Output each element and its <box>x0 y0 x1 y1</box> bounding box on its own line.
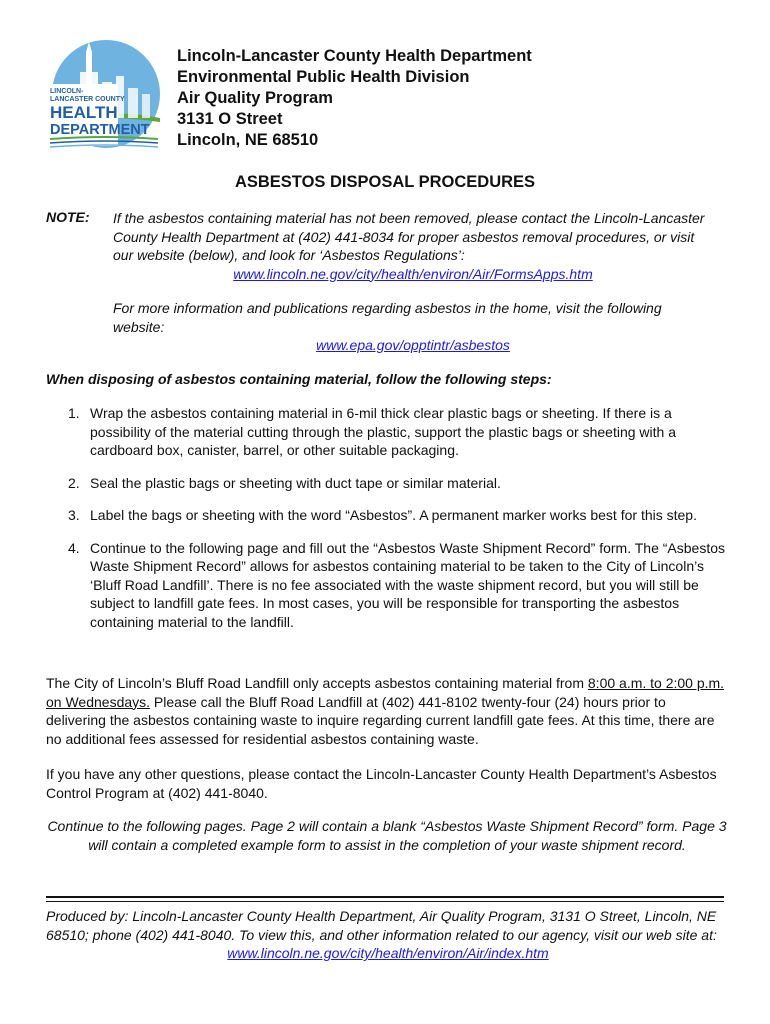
landfill-text-1: The City of Lincoln’s Bluff Road Landfill only accepts asbestos containing material from <box>46 675 588 691</box>
list-item <box>46 506 728 525</box>
footer-link[interactable]: www.lincoln.ne.gov/city/health/environ/Air/index.htm <box>227 945 549 961</box>
logo-text-line3: HEALTH <box>50 103 118 122</box>
step-text: Seal the plastic bags or sheeting with duct tape or similar material. <box>90 474 501 491</box>
landfill-paragraph <box>46 674 728 748</box>
epa-link[interactable]: www.epa.gov/opptintr/asbestos <box>316 337 510 353</box>
steps-heading: When disposing of asbestos containing material, follow the following steps: <box>46 371 552 387</box>
header-program: Air Quality Program <box>177 89 333 107</box>
step-number: 3. <box>68 507 80 523</box>
footer-text: Produced by: Lincoln-Lancaster County Health Department, Air Quality Program, 3131 O Street, Lincoln, NE 68510; phone (402) 441-8040. To view this, and other information related to our agency, visit our web site at: <box>46 908 717 943</box>
landfill-text-2: Please call the Bluff Road Landfill at (402) 441-8102 twenty-four (24) hours prior to delivering the asbestos containing waste to inquire regarding current landfill gate fees. At this time, there are no additional fees assessed for residential asbestos containing waste. <box>46 693 715 747</box>
note-label: NOTE: <box>46 209 90 225</box>
step-text: Wrap the asbestos containing material in 6-mil thick clear plastic bags or sheeting. If there is a possibility of the material cutting through the plastic, support the plastic bags or sheeting with a cardboard box, canister, barrel, or other suitable packaging. <box>90 405 676 458</box>
continue-note: Continue to the following pages. Page 2 will contain a blank “Asbestos Waste Shipment Record” form. Page 3 will contain a completed example form to assist in the completion of your waste shipment record. <box>47 818 727 853</box>
document-title: ASBESTOS DISPOSAL PROCEDURES <box>234 173 536 191</box>
note-paragraph-2: For more information and publications regarding asbestos in the home, visit the following website: <box>113 300 662 335</box>
step-number: 4. <box>68 539 80 556</box>
step-text: Label the bags or sheeting with the word “Asbestos”. A permanent marker works best for this step. <box>90 507 697 523</box>
note-body <box>113 209 713 355</box>
logo-text-line1: LINCOLN- <box>50 88 84 95</box>
note-paragraph-1: If the asbestos containing material has not been removed, please contact the Lincoln-Lancaster County Health Department at (402) 441-8034 for proper asbestos removal procedures, or visit our website (below), and look for ‘Asbestos Regulations’: <box>113 210 705 263</box>
step-number: 1. <box>68 405 80 421</box>
footer-divider-thin <box>46 901 724 902</box>
letterhead <box>177 46 532 151</box>
footer-divider <box>46 896 724 898</box>
landfill-hours: 8:00 a.m. to 2:00 p.m. on Wednesdays. <box>46 675 725 710</box>
footer <box>46 907 730 963</box>
header-department: Lincoln-Lancaster County Health Department <box>177 47 532 65</box>
questions-paragraph: If you have any other questions, please contact the Lincoln-Lancaster County Health Department’s Asbestos Control Program at (402) 441-8040. <box>46 766 717 801</box>
forms-link[interactable]: www.lincoln.ne.gov/city/health/environ/Air/FormsApps.htm <box>233 265 593 282</box>
header-division: Environmental Public Health Division <box>177 68 470 86</box>
health-department-logo <box>46 38 162 152</box>
logo-text-line4: DEPARTMENT <box>50 122 150 138</box>
step-number: 2. <box>68 474 80 491</box>
logo-text-line2: LANCASTER COUNTY <box>50 96 125 103</box>
list-item <box>46 474 728 493</box>
steps-list <box>46 404 728 645</box>
header-street: 3131 O Street <box>177 110 283 128</box>
list-item <box>46 539 728 632</box>
list-item <box>46 404 728 460</box>
step-text: Continue to the following page and fill out the “Asbestos Waste Shipment Record” form. The “Asbestos Waste Shipment Record” allows for asbestos containing material to be taken to the City of Lincoln’s ‘Bluff Road Landfill’. There is no fee associated with the waste shipment record, but you will still be subject to landfill gate fees. In most cases, you will be responsible for transporting the asbestos containing material to the landfill. <box>90 539 725 630</box>
header-city: Lincoln, NE 68510 <box>177 131 319 149</box>
